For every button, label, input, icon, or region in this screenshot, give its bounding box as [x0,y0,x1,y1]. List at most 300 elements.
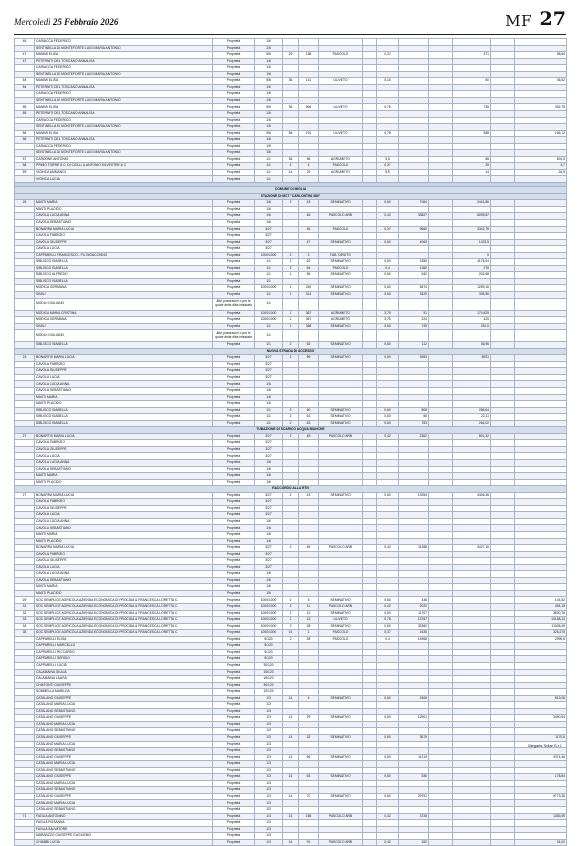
cell-class [363,839,377,846]
cell-area-b: 276 [453,265,491,272]
cell-title: Proprietà [213,597,255,604]
cell-parcel: 29 [299,169,319,176]
cell-cultivation: SEMINATIVO [319,291,363,298]
cell-title: Proprietà [213,538,255,545]
cell-number: 34 [15,623,35,630]
cell-parcel: 47 [299,239,319,246]
cell-owner: SOMMELLA MARILDA [35,689,213,696]
cell-area: 436 [399,597,429,604]
cell-area-b: 14 [453,169,491,176]
cell-area: 29751 [399,793,429,800]
cell-parcel: 13 [299,617,319,624]
section-heading: STAZIONE DI MCT "CARLONTINI 380" [15,193,567,200]
cell-parcel: 964 [299,104,319,111]
cell-share: 1/1 [255,156,283,163]
cell-cultivation: SEMINATIVO [319,323,363,330]
cell-title: Proprietà [213,774,255,781]
cell-cultivation: PASCOLO [319,265,363,272]
cell-share: 1/1 [255,259,283,266]
cell-value-per-ha: 3,75 [377,310,399,317]
cell-title: Proprietà [213,150,255,157]
cell-value-per-ha: 0,42 [377,604,399,611]
cell-share: 5/120 [255,656,283,663]
cell-share: 1/3 [255,767,283,774]
cell-share: 1/3 [255,826,283,833]
cell-sheet [283,298,299,310]
cell-sheet: 14 [283,793,299,800]
cell-parcel: 62 [299,342,319,349]
cell-sheet: 14 [283,813,299,820]
masthead-logo: MF [505,12,532,30]
cell-parcel: 61 [299,414,319,421]
cell-title: Proprietà [213,387,255,394]
cell-area: 66 [399,414,429,421]
cell-sheet: 2 [283,604,299,611]
cell-indemnity: 36,52 [515,78,567,85]
cell-number: 59 [15,169,35,176]
cell-title: Proprietà [213,623,255,630]
table-row [15,330,567,342]
cell-title: Proprietà [213,793,255,800]
cell-owner: BONARRA MARIA LUCIA [35,226,213,233]
cell-owner: CATALANO MARIA LUCIA [35,761,213,768]
cell-title: Proprietà [213,272,255,279]
cell-share: 1/1 [255,342,283,349]
cell-cultivation: SEMINATIVO [319,355,363,362]
cell-share: 5/6 [255,52,283,59]
cell-number: 27 [15,433,35,440]
cell-area: 745 [399,323,429,330]
cell-owner: CAVOLA FABRIZIO [35,361,213,368]
cell-share: 15/120 [255,669,283,676]
cell-share: 15/120 [255,676,283,683]
cell-number: 56 [15,130,35,137]
cell-title: Proprietà [213,265,255,272]
cell-owner: MASTI MARIA [35,200,213,207]
cell-share: 5/120 [255,636,283,643]
cell-value-per-ha: 0,60 [377,414,399,421]
cell-title: Proprietà [213,440,255,447]
cell-title: Proprietà [213,323,255,330]
cell-share: 1/6 [255,525,283,532]
cell-share: 1/6 [255,117,283,124]
cell-indemnity: 1383,09 [515,813,567,820]
cell-share: 3/27 [255,512,283,519]
cell-sheet: 4 [283,163,299,170]
cell-area-b: 588 [453,130,491,137]
cell-title: Proprietà [213,219,255,226]
cell-title: Proprietà [213,741,255,748]
cell-share: 1/3 [255,774,283,781]
cell-value-per-ha: 0,60 [377,597,399,604]
cell-area-b: 58 [453,156,491,163]
cell-title: Proprietà [213,453,255,460]
cell-cultivation: AGRUMETO [319,156,363,163]
cell-title: Proprietà [213,702,255,709]
cell-owner: CATALANO SEBASTIANO [35,728,213,735]
cell-owner: SIMILI [35,291,213,298]
cell-number [15,330,35,342]
cell-share: 1000/1000 [255,285,283,292]
cell-share: 1/3 [255,806,283,813]
cell-area-b [453,839,491,846]
cell-owner: MASTI PLACIDO [35,206,213,213]
cell-share: 1/1 [255,407,283,414]
cell-share: 1/3 [255,793,283,800]
cell-value-per-ha: 0,78 [377,617,399,624]
cell-title: Proprietà [213,473,255,480]
cell-share: 1/3 [255,695,283,702]
cell-parcel: 65 [299,754,319,761]
cell-title: Proprietà [213,590,255,597]
cell-title: Proprietà [213,839,255,846]
cell-share: 1/6 [255,518,283,525]
cell-sheet: 29 [283,52,299,59]
cell-title: Proprietà [213,630,255,637]
cell-cultivation: SEMINATIVO [319,420,363,427]
cell-owner: CAPPARELLI MARCELLO [35,643,213,650]
cell-number: 27 [15,492,35,499]
cell-sheet: 2 [283,200,299,207]
cell-title: Proprietà [213,78,255,85]
cell-area-b: 2441,86 [453,200,491,207]
cell-cultivation: PASCOLO ARB [319,813,363,820]
cell-value-per-ha: 0,60 [377,734,399,741]
cell-title: Proprietà [213,512,255,519]
cell-area-b: 264,02 [453,420,491,427]
cell-number: 55 [15,111,35,118]
cell-share: 1/1 [255,176,283,183]
cell-share: 3/27 [255,492,283,499]
cell-owner: MASTI PLACIDO [35,401,213,408]
register-body [15,39,567,846]
cell-area-b: 60 [453,78,491,85]
cell-area-b: 735 [453,104,491,111]
cell-owner: CARDONE ANTONIO [35,156,213,163]
cell-title: Proprietà [213,806,255,813]
cell-owner: SOC.SEMPLICE AGRICOLA AZIENDA ECONOMICA DI PROCIDA & FRANCESCA LORETTA C. [35,617,213,624]
cell-title: Proprietà [213,84,255,91]
cell-share: 1000/1000 [255,630,283,637]
cell-owner: SIBLISCO ALFREDO [35,272,213,279]
cell-owner: CATALANO GIUSEPPE [35,774,213,781]
cell-owner: CARIACCA FEDERICO [35,117,213,124]
cell-area-b: 26 [453,163,491,170]
cell-title: Proprietà [213,800,255,807]
cell-owner: CATALANO SEBASTIANO [35,708,213,715]
cell-cultivation: PASCOLO ARB [319,213,363,220]
cell-indemnity: 10188,13 [515,617,567,624]
cell-title: Proprietà [213,761,255,768]
cell-parcel: 43 [299,200,319,207]
cell-area: 11219 [399,754,429,761]
cell-cultivation: SEMINATIVO [319,200,363,207]
cell-parcel: 59 [299,355,319,362]
cell-area-b: 1423,5 [453,239,491,246]
cell-title: Proprietà [213,124,255,131]
cell-indemnity: 3490,54 [515,715,567,722]
cell-parcel: 91 [299,839,319,846]
cell-title: Proprietà [213,610,255,617]
cell-title: Proprietà [213,169,255,176]
cell-share: 1000/1000 [255,623,283,630]
cell-area-b: 36,96 [453,342,491,349]
cell-amount [491,330,515,342]
cell-title: Proprietà [213,420,255,427]
cell-parcel: 141 [299,78,319,85]
cell-indemnity: 3374,46 [515,754,567,761]
cell-title: Proprietà [213,604,255,611]
cell-share: 1/3 [255,708,283,715]
cell-owner: CAPPARELLI LUCIA [35,662,213,669]
cell-title: Proprietà [213,252,255,259]
cell-parcel: 151 [299,130,319,137]
cell-share: 1/3 [255,800,283,807]
cell-share: 1/3 [255,813,283,820]
cell-parcel: 28 [299,623,319,630]
cell-share: 3/27 [255,368,283,375]
cell-share: 1/3 [255,780,283,787]
cell-value-per-ha: 0,60 [377,355,399,362]
cell-value-per-ha: 0,42 [377,213,399,220]
cell-owner: MODICA MARIA CRISTINA [35,310,213,317]
cell-share: 1/6 [255,213,283,220]
cell-title: Altri possessori o per le quote della ditta intestata [213,298,255,310]
cell-cultivation: PASCOLO [319,636,363,643]
cell-owner: MODICA GERMANA [35,317,213,324]
cell-share: 5/120 [255,643,283,650]
cell-area-b: 202,68 [453,272,491,279]
cell-share: 1/6 [255,590,283,597]
cell-parcel: 4 [299,163,319,170]
cell-owner: CHIATONTI GIUSEPPE [35,682,213,689]
table-row [15,298,567,310]
cell-share: 1/3 [255,702,283,709]
cell-title: Proprietà [213,117,255,124]
cell-parcel: 155 [299,813,319,820]
cell-parcel: 2 [299,252,319,259]
cell-value-per-ha: 0,60 [377,200,399,207]
cell-sheet: 14 [283,774,299,781]
cell-area-b: 4175,04 [453,259,491,266]
cell-parcel: 56 [299,156,319,163]
cell-owner: CATALANO GIUSEPPE [35,715,213,722]
cell-share: 1/1 [255,272,283,279]
cell-parcel: 314 [299,291,319,298]
cell-area-b: 251,6 [453,323,491,330]
cell-owner: CAVOLA SEBASTIANO [35,219,213,226]
cell-value-per-ha: 0,37 [377,52,399,59]
cell-cultivation: PASCOLO ARB [319,604,363,611]
cell-share: 1/1 [255,291,283,298]
cell-indemnity: 144,52 [515,597,567,604]
cell-owner: CATALANO GIUSEPPE [35,793,213,800]
cell-owner: CAVOLA SEBASTIANO [35,387,213,394]
cell-parcel: 138 [299,52,319,59]
cell-owner: SOC.SEMPLICE AGRICOLA AZIENDA ECONOMICA DI PROCIDA & FRANCESCA LORETTA C. [35,623,213,630]
cell-value-per-ha: 0,37 [377,163,399,170]
cell-number: 47 [15,58,35,65]
cell-title: Proprietà [213,754,255,761]
cell-sheet: 36 [283,104,299,111]
cell-share: 30/120 [255,682,283,689]
cell-owner: SIBLISCO ISABELLA [35,407,213,414]
cell-title: Proprietà [213,374,255,381]
cell-share: 3/27 [255,239,283,246]
cell-area: 224 [399,317,429,324]
cell-area: 3983 [399,355,429,362]
cell-area: 5674 [399,285,429,292]
cell-sheet [283,330,299,342]
cell-parcel: 29 [299,715,319,722]
cell-value-per-ha: 0,60 [377,259,399,266]
cell-share: 1/3 [255,728,283,735]
cell-owner: PRIMO TORRE S.C. DI CIOLLI & ANTONIO SILVESTRE & C [35,163,213,170]
cell-value-per-ha: 0,37 [377,630,399,637]
cell-owner: MANIMI ELISA [35,78,213,85]
cell-parcel: 43 [299,492,319,499]
cell-cultivation: SEMINATIVO [319,754,363,761]
cell-cultivation: ULIVETO [319,617,363,624]
cell-parcel: 63 [299,420,319,427]
cell-owner: MASTI MARIA [35,473,213,480]
cell-area: 7084 [399,200,429,207]
cell-share: 1/3 [255,721,283,728]
cell-class [363,298,377,310]
cell-owner: MODILI GIULIANO [35,298,213,310]
cell-number: 71 [15,813,35,820]
cell-title: Proprietà [213,532,255,539]
cell-share: 1/1 [255,414,283,421]
cell-title: Proprietà [213,833,255,840]
cell-title: Proprietà [213,156,255,163]
cell-title: Proprietà [213,787,255,794]
cell-owner: CAVOLA GIUSEPPE [35,505,213,512]
cell-owner: PETERNITI DEL TOSCANO ANNALISA [35,84,213,91]
cell-owner: CATALANO MARIA LUCIA [35,800,213,807]
cell-detail [429,839,453,846]
cell-sheet: 2 [283,433,299,440]
cell-sheet: 2 [283,636,299,643]
cell-value-per-ha: 0,60 [377,291,399,298]
cell-share: 1/6 [255,150,283,157]
cell-owner: SENTINELLA DI MONTEFORTE LUIGI MARIA ANTONIO [35,71,213,78]
cell-owner: SENTINELLA DI MONTEFORTE LUIGI MARIA ANTONIO [35,97,213,104]
cell-cultivation: PASCOLO ARB [319,545,363,552]
cell-share: 1/6 [255,571,283,578]
cell-owner: CHIABBI LUCIA [35,839,213,846]
cell-title: Proprietà [213,584,255,591]
cell-share: 1000/1000 [255,317,283,324]
cell-area-b: 0 [453,252,491,259]
cell-title: Proprietà [213,649,255,656]
cell-title: Proprietà [213,479,255,486]
cell-share: 1000/1000 [255,310,283,317]
cell-title: Proprietà [213,551,255,558]
cell-area: 2362 [399,433,429,440]
cell-owner: VICINCA AMMANGI [35,169,213,176]
cell-area: 2350 [399,259,429,266]
cell-title: Proprietà [213,682,255,689]
page-number: 27 [539,8,566,30]
cell-area: 14968 [399,636,429,643]
cell-title: Proprietà [213,492,255,499]
cell-value-per-ha: 0,18 [377,78,399,85]
cell-cultivation: FAB. DIRUTO [319,252,363,259]
cell-owner: CAVOLA GIUSEPPE [35,558,213,565]
cell-share: 3/27 [255,246,283,253]
cell-indemnity: 2990,6 [515,636,567,643]
cell-area-b: 3342,76 [453,226,491,233]
cell-value-per-ha: 0,60 [377,774,399,781]
table-row [15,839,567,846]
cell-share: 1/6 [255,200,283,207]
cell-sheet: 2 [283,355,299,362]
cell-area: 13767 [399,617,429,624]
cell-share: 1/6 [255,143,283,150]
cell-area: 783 [399,420,429,427]
cell-share: 1/6 [255,538,283,545]
cell-cultivation: ULIVETO [319,104,363,111]
cell-parcel: 11 [299,604,319,611]
cell-share: 3/27 [255,453,283,460]
cell-area: 12901 [399,715,429,722]
cell-owner: SOC.SEMPLICE AGRICOLA AZIENDA ECONOMICA DI PROCIDA & FRANCESCA LORETTA C. [35,604,213,611]
cell-amount [491,839,515,846]
cell-title: Proprietà [213,259,255,266]
cell-area: 112 [399,342,429,349]
cell-area-b: 801,32 [453,433,491,440]
cell-owner: CAVOLA LUCIA ANNA [35,571,213,578]
cell-sheet: 14 [283,169,299,176]
cell-area: 2408 [399,695,429,702]
cell-area-b: 371 [453,52,491,59]
cell-indemnity: 494,15 [515,604,567,611]
cell-value-per-ha: 0,60 [377,695,399,702]
cell-value-per-ha: 0,4 [377,265,399,272]
cell-owner: CAVOLA LUCIA [35,512,213,519]
cell-title: Proprietà [213,381,255,388]
cell-share: 1/6 [255,71,283,78]
cell-owner: MASTI MARIA [35,532,213,539]
cell-parcel: 55 [299,272,319,279]
cell-value-per-ha: 0,42 [377,433,399,440]
cell-title: Proprietà [213,355,255,362]
cell-share: 1/6 [255,219,283,226]
cell-area: 3429 [399,291,429,298]
cell-parcel: 45 [299,433,319,440]
cell-title: Proprietà [213,163,255,170]
cell-cultivation: SEMINATIVO [319,414,363,421]
cell-title: Proprietà [213,721,255,728]
cell-share: 1/6 [255,473,283,480]
cell-value-per-ha [377,298,399,310]
cell-sheet: 14 [283,695,299,702]
cell-area: 1360 [399,265,429,272]
cell-owner: CAVOLA FABRIZIO [35,440,213,447]
cell-title: Proprietà [213,676,255,683]
cell-area: 11358 [399,545,429,552]
cell-owner: CAVOLA LUCIA ANNA [35,460,213,467]
cell-share: 1/6 [255,460,283,467]
cell-cultivation: SEMINATIVO [319,715,363,722]
cell-title: Proprietà [213,708,255,715]
cell-owner: CATALANO MARIA LUCIA [35,741,213,748]
cell-owner: CAPPARELLI SERGIO [35,656,213,663]
cell-cultivation: SEMINATIVO [319,793,363,800]
section-heading: RACCORDO ALLA RTN [15,486,567,493]
cell-value-per-ha: 0,60 [377,492,399,499]
